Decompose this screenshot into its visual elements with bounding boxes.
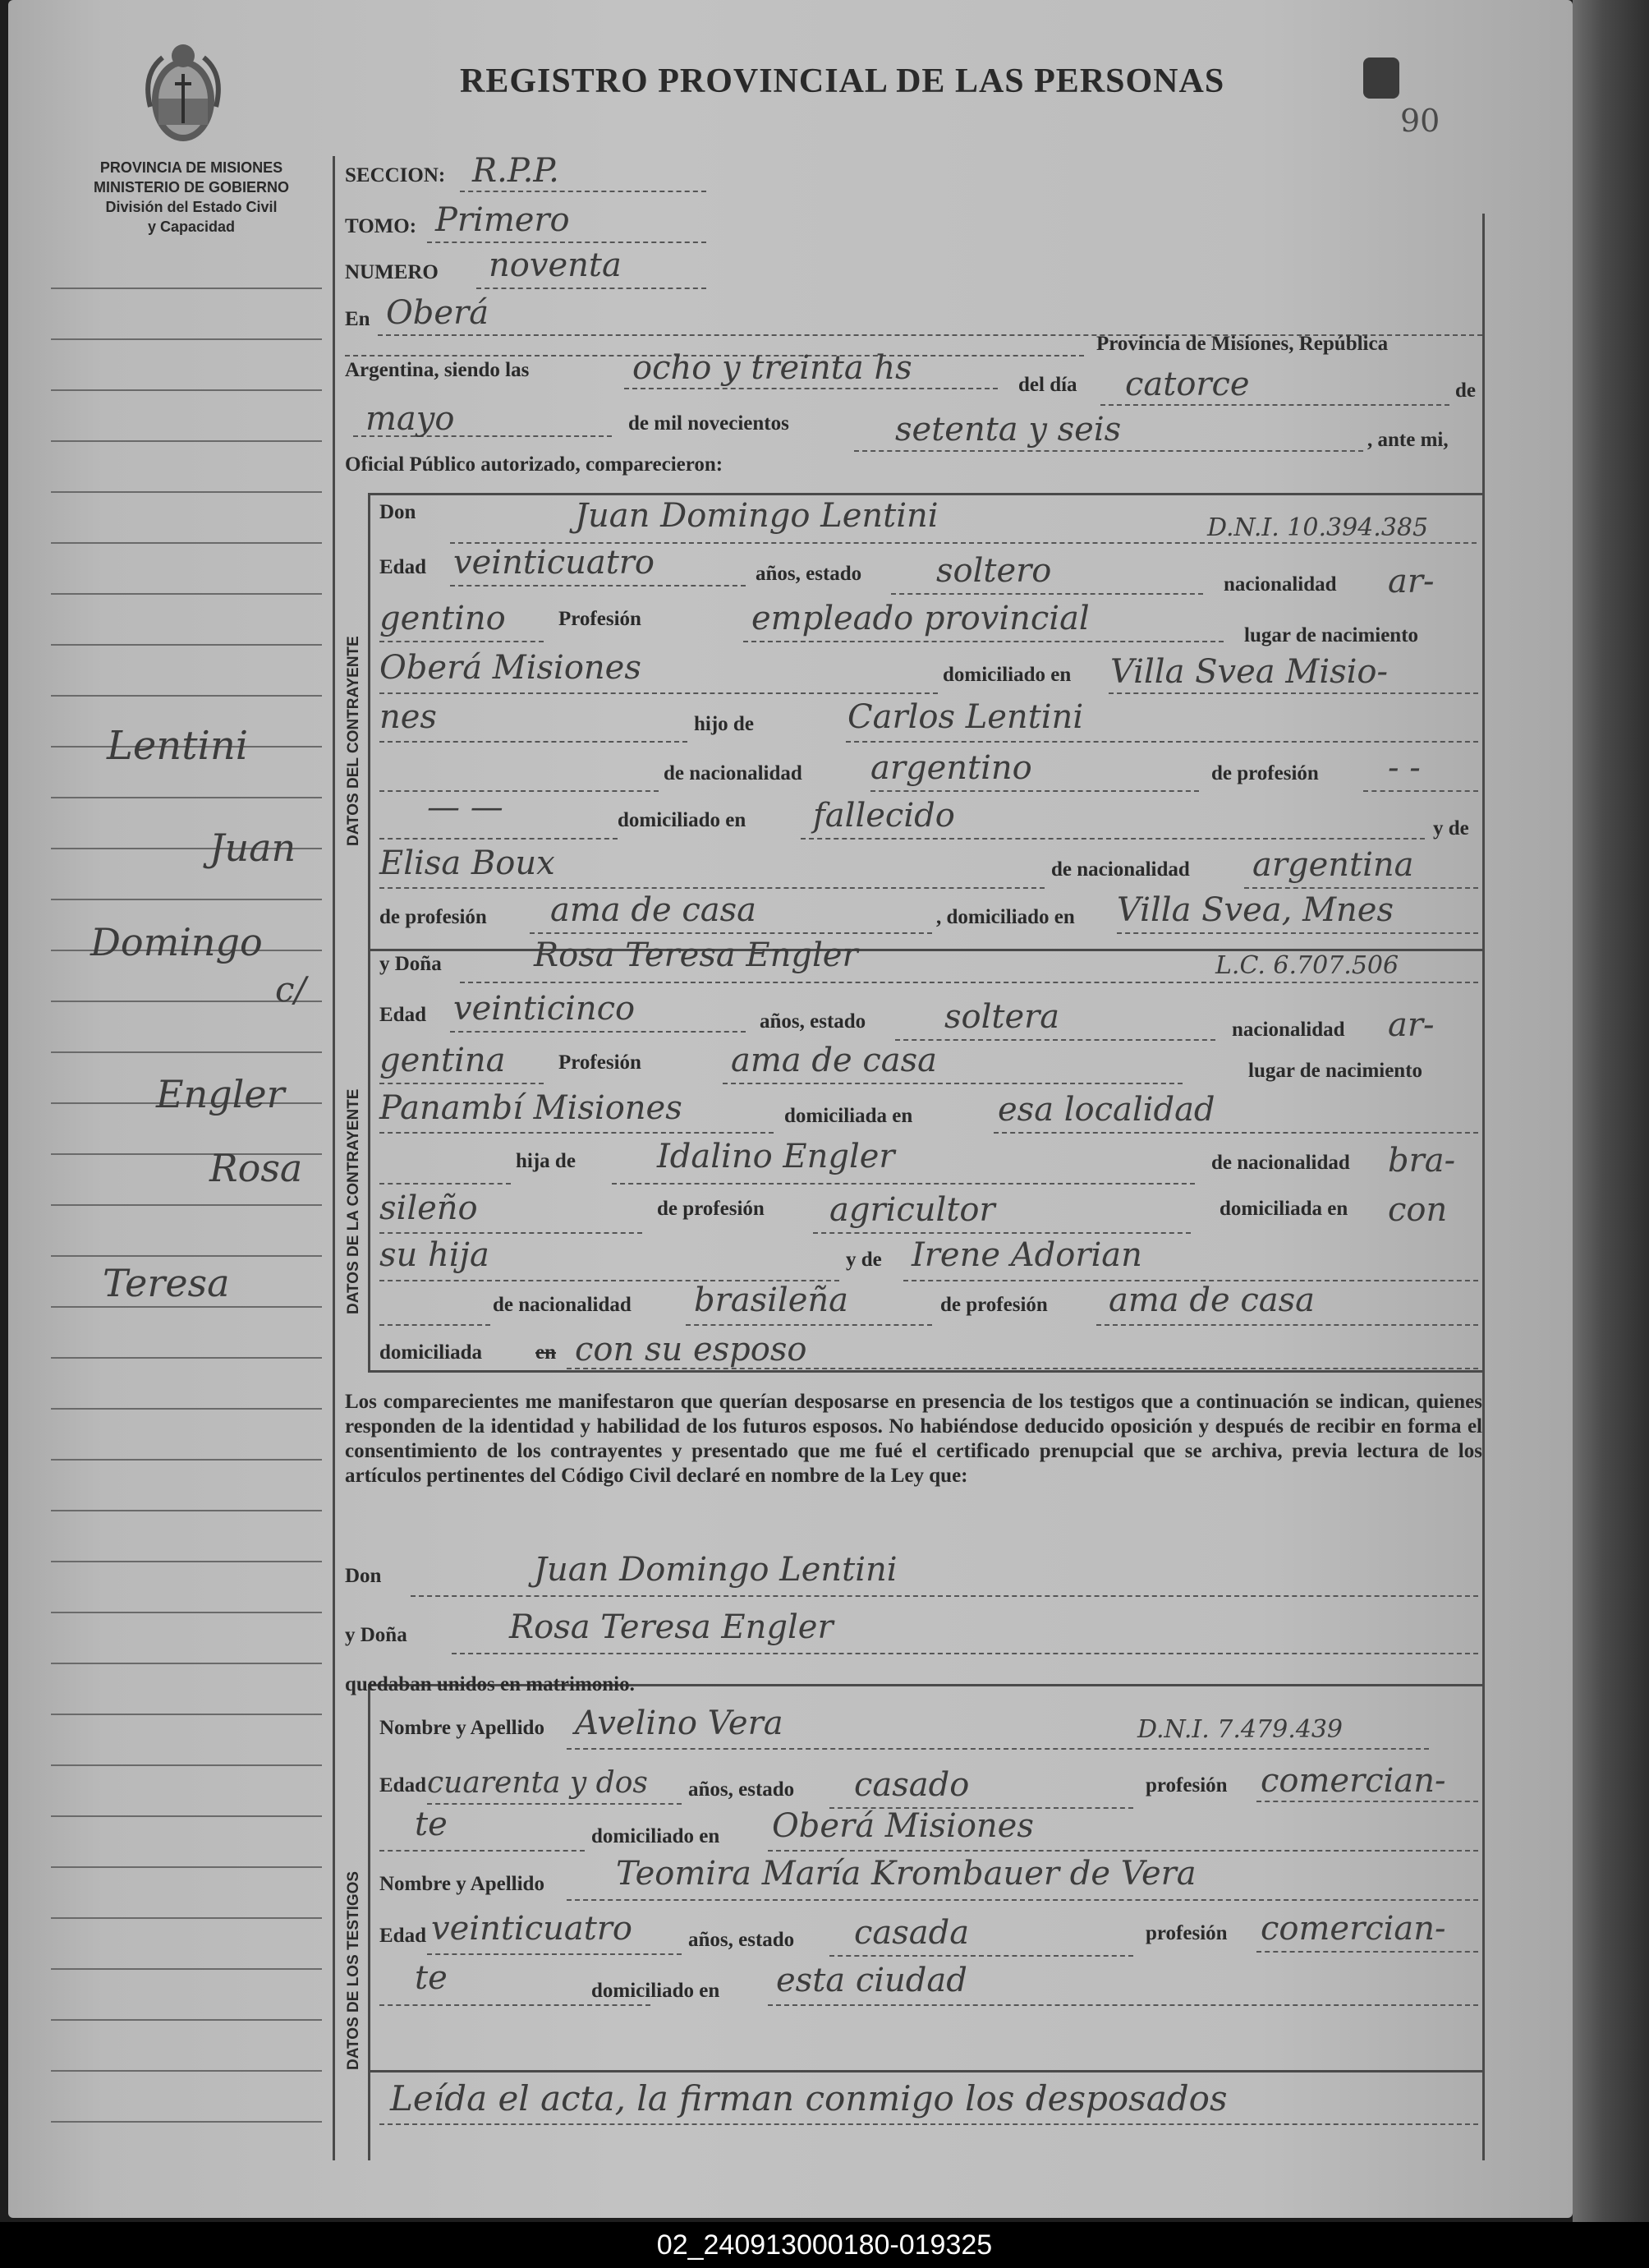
padre-nac: argentino bbox=[870, 749, 1032, 787]
t2-nombre-label: Nombre y Apellido bbox=[379, 1873, 544, 1895]
margin-ruled-line bbox=[51, 797, 322, 798]
padre-nac-b: sileño bbox=[379, 1189, 478, 1227]
don-label: Don bbox=[379, 501, 416, 523]
final-line: Leída el acta, la firman conmigo los desposados bbox=[390, 2078, 1228, 2118]
margin-ruled-line bbox=[51, 695, 322, 697]
madre-dom-struck: en bbox=[535, 1341, 556, 1364]
margin-ruled-line bbox=[51, 2121, 322, 2123]
provincia-text: Provincia de Misiones, República bbox=[1096, 333, 1389, 355]
domiciliado-label: domiciliado en bbox=[943, 664, 1072, 686]
margin-ruled-line bbox=[51, 1917, 322, 1919]
edad-label: Edad bbox=[379, 556, 426, 578]
contrayente-nac-a: ar- bbox=[1388, 563, 1435, 600]
contrayenta-domicilio: esa localidad bbox=[998, 1091, 1215, 1129]
padre-nac-label: de nacionalidad bbox=[664, 762, 802, 784]
nacionalidad-label: nacionalidad bbox=[1224, 573, 1337, 596]
en-label: En bbox=[345, 308, 370, 330]
margin-ruled-line bbox=[51, 1764, 322, 1766]
margin-ruled-line bbox=[51, 899, 322, 900]
t2-dom-label: domiciliado en bbox=[591, 1980, 720, 2002]
contrayenta-nac-b: gentina bbox=[379, 1042, 506, 1079]
madre-nombre: Elisa Boux bbox=[379, 844, 555, 882]
ministry-header: PROVINCIA DE MISIONES MINISTERIO DE GOBIERNO División del Estado Civil y Capacidad bbox=[93, 159, 290, 235]
t1-edad: cuarenta y dos bbox=[427, 1766, 648, 1800]
madre-nac-label-2: de nacionalidad bbox=[493, 1294, 632, 1316]
t1-doc: D.N.I. 7.479.439 bbox=[1137, 1715, 1343, 1744]
section-border bbox=[368, 1684, 370, 2160]
book-edge bbox=[1573, 0, 1649, 2222]
folio-number: 90 bbox=[1400, 103, 1440, 139]
padre-dom-a: con bbox=[1388, 1191, 1448, 1229]
margin-ruled-line bbox=[51, 288, 322, 289]
page-title: REGISTRO PROVINCIAL DE LAS PERSONAS bbox=[460, 62, 1225, 100]
margin-ruled-line bbox=[51, 1663, 322, 1664]
section-divider bbox=[368, 1370, 1482, 1373]
del-dia-label: del día bbox=[1018, 374, 1077, 396]
t2-edad: veinticuatro bbox=[431, 1910, 632, 1948]
margin-ruled-line bbox=[51, 2019, 322, 2021]
contrayente-doc: D.N.I. 10.394.385 bbox=[1207, 513, 1429, 542]
tomo-value: Primero bbox=[435, 201, 570, 239]
right-border bbox=[1482, 214, 1485, 2160]
t2-prof-b: te bbox=[415, 1959, 448, 1997]
t2-prof-a: comercian- bbox=[1261, 1910, 1446, 1948]
padre-prof-label: de profesión bbox=[1211, 762, 1319, 784]
numero-value: noventa bbox=[489, 246, 622, 284]
margin-ruled-line bbox=[51, 644, 322, 646]
decl-dona: Rosa Teresa Engler bbox=[509, 1608, 834, 1646]
coat-of-arms-icon bbox=[138, 25, 228, 156]
madre-dom: Villa Svea, Mnes bbox=[1117, 891, 1394, 929]
section-divider bbox=[368, 493, 1482, 495]
padre-dom: fallecido bbox=[813, 797, 955, 835]
contrayente-profesion: empleado provincial bbox=[751, 600, 1090, 637]
margin-ruled-line bbox=[51, 491, 322, 493]
section-divider bbox=[368, 2070, 1482, 2072]
t1-dom-label: domiciliado en bbox=[591, 1825, 720, 1847]
decl-cierre: quedaban unidos en matrimonio. bbox=[345, 1673, 635, 1695]
t2-profesion-label: profesión bbox=[1146, 1922, 1228, 1944]
argentina-siendo: Argentina, siendo las bbox=[345, 359, 530, 381]
t1-anos-estado: años, estado bbox=[688, 1778, 795, 1801]
profesion-label-2: Profesión bbox=[558, 1051, 641, 1074]
t1-profesion-label: profesión bbox=[1146, 1774, 1228, 1796]
hija-label: hija de bbox=[516, 1150, 576, 1172]
ante-mi-label: , ante mi, bbox=[1367, 429, 1449, 451]
t1-nombre: Avelino Vera bbox=[575, 1704, 783, 1742]
padre-prof-2: agricultor bbox=[829, 1191, 995, 1229]
padre-prof: - - bbox=[1388, 749, 1421, 787]
margin-ruled-line bbox=[51, 1510, 322, 1511]
madre-dom-label-2: domiciliada bbox=[379, 1341, 483, 1364]
madre-nac-label: de nacionalidad bbox=[1051, 858, 1190, 881]
margin-name-4: Teresa bbox=[103, 1261, 230, 1305]
contrayente-nac-b: gentino bbox=[379, 600, 506, 637]
contrayente-domicilio-b: nes bbox=[379, 698, 437, 736]
margin-name-3: Rosa bbox=[209, 1146, 303, 1190]
anio-value: setenta y seis bbox=[895, 411, 1122, 449]
contrayenta-profesion: ama de casa bbox=[731, 1042, 937, 1079]
t1-nombre-label: Nombre y Apellido bbox=[379, 1717, 544, 1739]
y-de-label: y de bbox=[1433, 817, 1469, 840]
margin-ruled-line bbox=[51, 1714, 322, 1715]
lugar-label-2: lugar de nacimiento bbox=[1248, 1060, 1423, 1082]
margin-name-1: Juan bbox=[209, 826, 296, 870]
tomo-label: TOMO: bbox=[345, 215, 417, 237]
anos-estado-2: años, estado bbox=[760, 1010, 866, 1033]
padre-dom-label-2: domiciliada en bbox=[1220, 1198, 1348, 1220]
hijo-label: hijo de bbox=[694, 713, 754, 735]
madre-nombre-2: Irene Adorian bbox=[912, 1236, 1142, 1274]
margin-ruled-line bbox=[51, 1612, 322, 1613]
hora-value: ocho y treinta hs bbox=[632, 349, 912, 387]
t2-dom: esta ciudad bbox=[776, 1962, 967, 1999]
madre-prof-2: ama de casa bbox=[1109, 1281, 1315, 1319]
numero-label: NUMERO bbox=[345, 261, 439, 283]
margin-ruled-line bbox=[51, 1051, 322, 1053]
t1-prof-b: te bbox=[415, 1806, 448, 1843]
contrayenta-doc: L.C. 6.707.506 bbox=[1215, 951, 1399, 980]
padre-prof-label-2: de profesión bbox=[657, 1198, 765, 1220]
en-value: Oberá bbox=[386, 294, 489, 332]
decl-dona-label: y Doña bbox=[345, 1624, 407, 1646]
t1-prof-a: comercian- bbox=[1261, 1762, 1446, 1800]
margin-ruled-line bbox=[51, 1255, 322, 1257]
padre-dom-prefix: — — bbox=[427, 789, 503, 826]
margin-surname-2: Engler bbox=[156, 1072, 285, 1116]
padre-nac-a: bra- bbox=[1388, 1142, 1456, 1180]
contrayente-domicilio-a: Villa Svea Misio- bbox=[1110, 653, 1389, 691]
margin-separator bbox=[333, 156, 335, 2160]
madre-nac: argentina bbox=[1252, 846, 1414, 884]
seccion-value: R.P.P. bbox=[472, 152, 559, 190]
madre-prof-label: de profesión bbox=[379, 906, 487, 928]
lugar-label: lugar de nacimiento bbox=[1244, 624, 1419, 646]
mes-value: mayo bbox=[365, 400, 455, 438]
madre-dom-label: , domiciliado en bbox=[936, 906, 1075, 928]
t2-edad-label: Edad bbox=[379, 1925, 426, 1947]
padre-dom-label: domiciliado en bbox=[618, 809, 746, 831]
stamp-mark bbox=[1363, 58, 1399, 99]
anos-estado: años, estado bbox=[756, 563, 862, 585]
de-mil-label: de mil novecientos bbox=[628, 412, 789, 435]
side-label-testigos: DATOS DE LOS TESTIGOS bbox=[345, 1870, 362, 2070]
decl-don-label: Don bbox=[345, 1565, 382, 1587]
de-label: de bbox=[1455, 380, 1476, 402]
dona-label: y Doña bbox=[379, 953, 442, 975]
margin-ruled-line bbox=[51, 1306, 322, 1308]
margin-ruled-line bbox=[51, 1357, 322, 1359]
side-label-contrayente: DATOS DEL CONTRAYENTE bbox=[345, 636, 362, 846]
t2-anos-estado: años, estado bbox=[688, 1929, 795, 1951]
margin-surname: Lentini bbox=[107, 723, 249, 769]
t2-estado: casada bbox=[854, 1914, 970, 1952]
contrayenta-nombre: Rosa Teresa Engler bbox=[534, 936, 858, 974]
t1-edad-label: Edad bbox=[379, 1774, 426, 1796]
contrayenta-estado: soltera bbox=[944, 998, 1060, 1036]
oficial-text: Oficial Público autorizado, comparecieron: bbox=[345, 453, 723, 476]
margin-ruled-line bbox=[51, 593, 322, 595]
padre-dom-b: su hija bbox=[379, 1236, 489, 1274]
margin-ruled-line bbox=[51, 2070, 322, 2072]
margin-name-2: Domingo bbox=[90, 920, 263, 964]
margin-con: c/ bbox=[275, 969, 306, 1010]
margin-ruled-line bbox=[51, 542, 322, 544]
margin-ruled-line bbox=[51, 1408, 322, 1410]
margin-ruled-line bbox=[51, 1866, 322, 1868]
dia-value: catorce bbox=[1125, 366, 1250, 403]
domiciliada-label: domiciliada en bbox=[784, 1105, 913, 1127]
margin-ruled-line bbox=[51, 440, 322, 442]
padre-nombre: Carlos Lentini bbox=[847, 698, 1084, 736]
contrayenta-lugar: Panambí Misiones bbox=[379, 1089, 682, 1127]
padre-nac-label-2: de nacionalidad bbox=[1211, 1152, 1350, 1174]
nacionalidad-label-2: nacionalidad bbox=[1232, 1019, 1345, 1041]
madre-nac-2: brasileña bbox=[694, 1281, 848, 1319]
margin-ruled-line bbox=[51, 1204, 322, 1206]
margin-ruled-line bbox=[51, 1561, 322, 1562]
contrayente-lugar: Oberá Misiones bbox=[379, 649, 641, 687]
t1-dom: Oberá Misiones bbox=[772, 1807, 1034, 1845]
profesion-label: Profesión bbox=[558, 608, 641, 630]
t2-nombre: Teomira María Krombauer de Vera bbox=[616, 1855, 1197, 1893]
contrayenta-nac-a: ar- bbox=[1388, 1006, 1435, 1044]
decl-don: Juan Domingo Lentini bbox=[534, 1551, 898, 1589]
declaracion-text: Los comparecientes me manifestaron que querían desposarse en presencia de los testigos que a continuación se indican, quienes responden de la identidad y habilidad de los futuros esposos. No habiéndose deducido oposición y después de recibir en forma el consentimiento de los contrayentes y presentado que me fué el certificado prenupcial que se archiva, previa lectura de los artículos pertinentes del Código Civil declaré en nombre de la Ley que: bbox=[345, 1391, 1482, 1487]
edad-label-2: Edad bbox=[379, 1004, 426, 1026]
contrayenta-edad: veinticinco bbox=[453, 990, 636, 1028]
madre-prof: ama de casa bbox=[550, 891, 756, 929]
seccion-label: SECCION: bbox=[345, 164, 446, 186]
y-de-label-2: y de bbox=[846, 1249, 882, 1271]
margin-ruled-line bbox=[51, 1815, 322, 1817]
madre-prof-label-2: de profesión bbox=[940, 1294, 1048, 1316]
margin-ruled-line bbox=[51, 1968, 322, 1970]
contrayente-edad: veinticuatro bbox=[453, 544, 655, 582]
margin-ruled-line bbox=[51, 338, 322, 340]
image-caption: 02_240913000180-019325 bbox=[0, 2222, 1649, 2268]
margin-ruled-line bbox=[51, 1459, 322, 1461]
section-border bbox=[368, 493, 370, 1372]
padre-nombre-2: Idalino Engler bbox=[657, 1138, 895, 1175]
margin-ruled-line bbox=[51, 389, 322, 391]
t1-estado: casado bbox=[854, 1766, 970, 1804]
side-label-contrayenta: DATOS DE LA CONTRAYENTE bbox=[345, 1088, 362, 1314]
madre-dom-2: con su esposo bbox=[575, 1331, 807, 1369]
contrayente-estado: soltero bbox=[936, 552, 1052, 590]
contrayente-nombre: Juan Domingo Lentini bbox=[575, 497, 939, 535]
